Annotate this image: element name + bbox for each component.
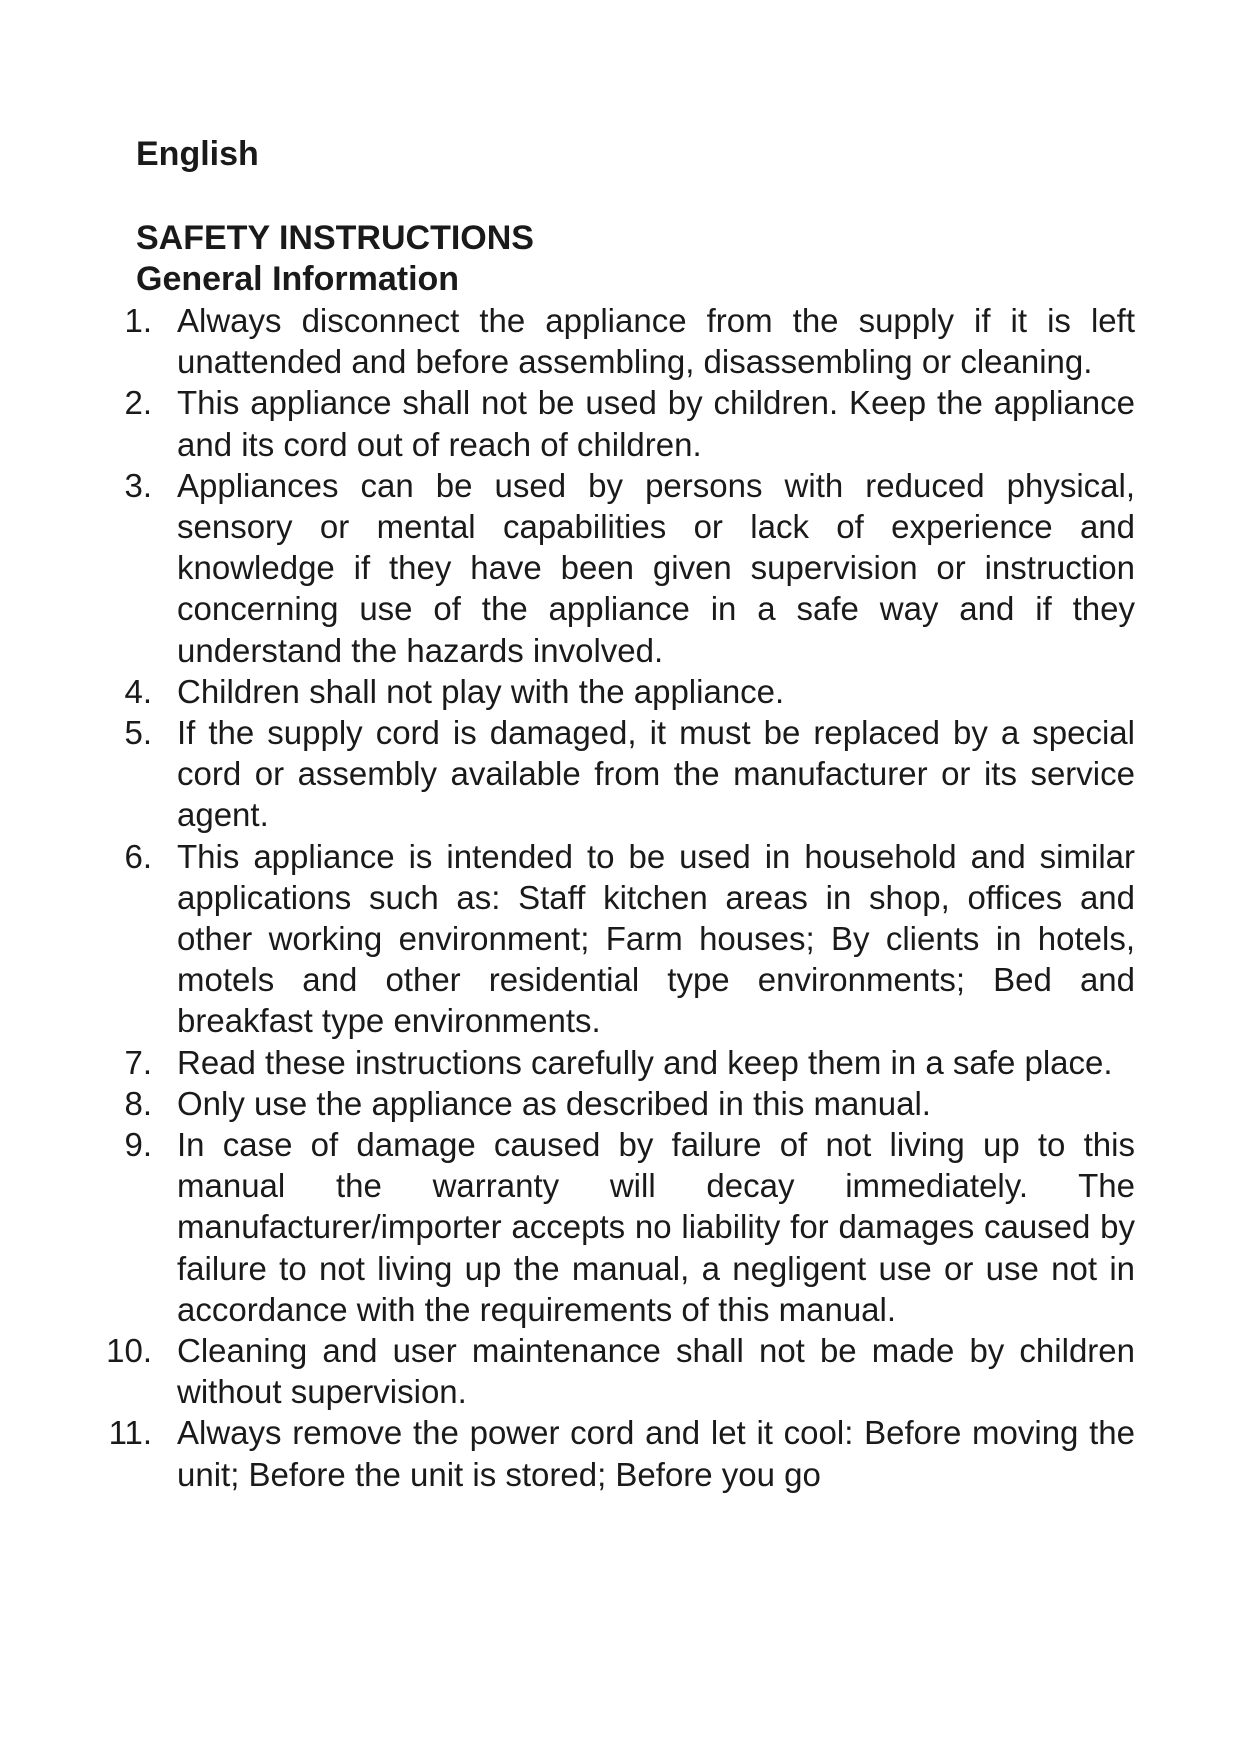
item-number: 5. [124,714,152,752]
list-item [0,671,1135,712]
list-item [0,1124,1135,1330]
language-heading: English [136,135,259,173]
subsection-title: General Information [136,260,460,298]
item-text: Cleaning and user maintenance shall not be made by children without supervision. [177,1332,1135,1411]
item-number: 2. [124,384,152,422]
item-text: This appliance is intended to be used in household and similar applications such as: Staff kitchen areas in shop, offices and other working environment; Farm houses; By clients in hotels, motels and other residential type environments; Bed and breakfast type environments. [177,837,1135,1040]
item-number: 9. [124,1126,152,1164]
item-number: 8. [124,1084,152,1122]
list-item [0,300,1135,382]
list-item [0,1412,1135,1494]
list-item [0,1042,1135,1083]
item-text: Always remove the power cord and let it cool: Before moving the unit; Before the unit is stored; Before you go [177,1414,1135,1493]
item-number: 4. [124,672,152,710]
list-item [0,836,1135,1042]
item-text: In case of damage caused by failure of not living up to this manual the warranty will decay immediately. The manufacturer/importer accepts no liability for damages caused by failure to not living up the manual, a negligent use or use not in accordance with the requirements of this manual. [177,1126,1135,1328]
item-number: 10. [106,1332,152,1370]
section-title: SAFETY INSTRUCTIONS [136,219,534,257]
item-text: Read these instructions carefully and keep them in a safe place. [177,1043,1113,1081]
item-number: 6. [124,837,152,875]
safety-instructions-list [0,300,1241,1495]
item-text: This appliance shall not be used by children. Keep the appliance and its cord out of reach of children. [177,384,1135,463]
item-number: 7. [124,1043,152,1081]
list-item [0,465,1135,671]
item-text: Appliances can be used by persons with reduced physical, sensory or mental capabilities or lack of experience and knowledge if they have been given supervision or instruction concerning use of the appliance in a safe way and if they understand the hazards involved. [177,466,1135,669]
list-item [0,1083,1135,1124]
item-text: Always disconnect the appliance from the supply if it is left unattended and before assembling, disassembling or cleaning. [177,302,1135,381]
list-item [0,382,1135,464]
item-text: Children shall not play with the appliance. [177,672,785,710]
list-item [0,1330,1135,1412]
item-text: Only use the appliance as described in this manual. [177,1084,931,1122]
item-number: 3. [124,466,152,504]
item-text: If the supply cord is damaged, it must be replaced by a special cord or assembly available from the manufacturer or its service agent. [177,714,1135,834]
list-item [0,712,1135,836]
item-number: 1. [124,302,152,339]
item-number: 11. [108,1414,152,1452]
